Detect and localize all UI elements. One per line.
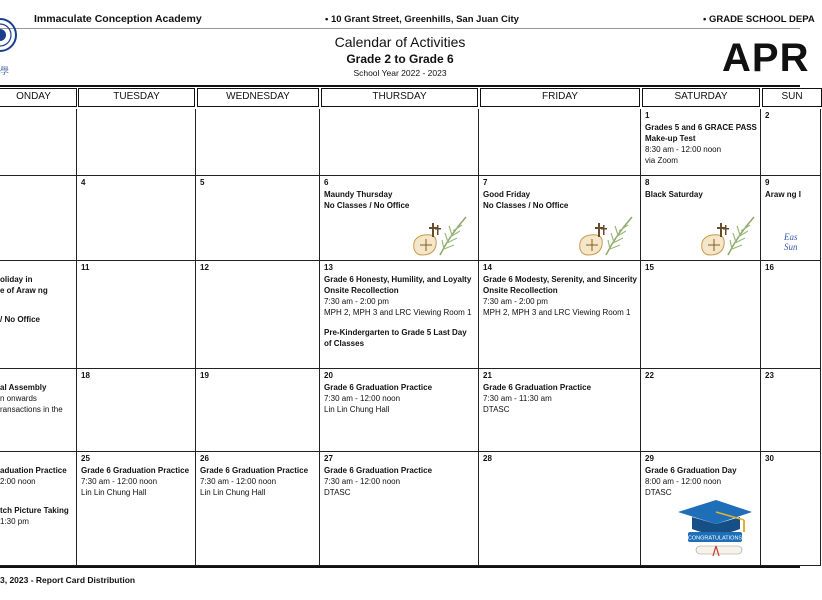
event-line: Onsite Recollection <box>324 286 399 295</box>
weekday-thursday: THURSDAY <box>321 88 478 107</box>
day-cell <box>320 369 479 452</box>
day-events <box>483 189 638 211</box>
event-line: Grade 6 Graduation Practice <box>81 466 190 475</box>
day-number: 6 <box>324 178 329 187</box>
day-cell <box>479 452 641 566</box>
day-events <box>0 465 74 527</box>
event-line: Pre-Kindergarten to Grade 5 Last Day <box>324 328 467 337</box>
day-cell <box>320 261 479 369</box>
day-cell <box>196 176 320 261</box>
grade-range: Grade 2 to Grade 6 <box>346 52 454 66</box>
day-number: 25 <box>81 454 90 463</box>
event-line: Grade 6 Graduation Practice <box>324 466 433 475</box>
day-number: 26 <box>200 454 209 463</box>
day-events <box>324 189 476 211</box>
event-line: 7:30 am - 12:00 noon <box>81 477 158 486</box>
event-line: of Classes <box>324 339 365 348</box>
day-number: 5 <box>200 178 205 187</box>
event-line: 7:30 am - 11:30 am <box>483 394 552 403</box>
day-cell <box>479 109 641 176</box>
weekday-header-row <box>0 88 803 107</box>
event-spacer <box>324 318 476 327</box>
day-cell <box>320 452 479 566</box>
day-number: 21 <box>483 371 492 380</box>
weekday-saturday: SATURDAY <box>642 88 760 107</box>
day-number: 27 <box>324 454 333 463</box>
holy-week-art-saturday <box>698 215 756 257</box>
event-line: ransactions in the <box>0 405 63 414</box>
event-line: MPH 2, MPH 3 and LRC Viewing Room 1 <box>483 308 631 317</box>
event-line: Grade 6 Graduation Practice <box>200 466 309 475</box>
day-cell <box>77 109 196 176</box>
day-events <box>81 465 193 498</box>
day-cell <box>77 176 196 261</box>
day-cell <box>641 369 761 452</box>
easter-art-line-1: Eas <box>784 232 798 242</box>
event-line: 2:00 noon <box>0 477 36 486</box>
day-number: 16 <box>765 263 774 272</box>
event-line: Araw ng I <box>765 190 802 199</box>
day-number: 1 <box>645 111 650 120</box>
day-number: 2 <box>765 111 770 120</box>
day-number: 22 <box>645 371 654 380</box>
holy-week-art-friday <box>576 215 634 257</box>
event-line: Onsite Recollection <box>483 286 558 295</box>
event-line: n onwards <box>0 394 37 403</box>
event-line: 7:30 am - 12:00 noon <box>324 477 401 486</box>
event-line: DTASC <box>645 488 672 497</box>
event-line: Lin Lin Chung Hall <box>324 405 390 414</box>
event-line: 7:30 am - 2:00 pm <box>324 297 389 306</box>
day-number: 20 <box>324 371 333 380</box>
day-events <box>0 274 74 325</box>
month-title: APR <box>722 36 810 80</box>
calendar-bottom-rule <box>0 566 800 568</box>
day-cell <box>761 369 821 452</box>
day-number: 18 <box>81 371 90 380</box>
event-spacer <box>0 487 74 496</box>
event-line: Grade 6 Graduation Practice <box>483 383 592 392</box>
event-line: 8:30 am - 12:00 noon <box>645 145 722 154</box>
footer-note: 3, 2023 - Report Card Distribution <box>0 575 136 585</box>
day-number: 9 <box>765 178 770 187</box>
easter-art-line-2: Sun <box>784 242 798 252</box>
day-cell <box>479 369 641 452</box>
school-address: • 10 Grant Street, Greenhills, San Juan City <box>325 14 519 25</box>
day-cell <box>196 109 320 176</box>
day-cell <box>641 109 761 176</box>
top-header <box>0 0 815 30</box>
day-events <box>645 122 758 166</box>
event-line: No Classes / No Office <box>324 201 410 210</box>
day-cell <box>77 369 196 452</box>
day-number: 12 <box>200 263 209 272</box>
day-events <box>483 274 638 318</box>
event-line: Lin Lin Chung Hall <box>81 488 147 497</box>
event-line: Grade 6 Graduation Practice <box>324 383 433 392</box>
day-events <box>324 465 476 498</box>
day-number: 11 <box>81 263 90 272</box>
event-line: / No Office <box>0 315 41 324</box>
day-cell <box>196 261 320 369</box>
event-line: 1:30 pm <box>0 517 29 526</box>
day-cell <box>77 452 196 566</box>
event-line: DTASC <box>483 405 510 414</box>
event-line: tch Picture Taking <box>0 506 69 515</box>
weekday-sunday: SUN <box>762 88 822 107</box>
event-line: Grade 6 Graduation Day <box>645 466 737 475</box>
day-cell <box>77 261 196 369</box>
day-cell <box>0 369 77 452</box>
event-line: Grades 5 and 6 GRACE PASS <box>645 123 757 132</box>
event-line: aduation Practice <box>0 466 67 475</box>
event-line: oliday in <box>0 275 33 284</box>
event-line: Maundy Thursday <box>324 190 393 199</box>
day-cell <box>0 261 77 369</box>
holy-week-art-thursday <box>410 215 468 257</box>
day-events <box>200 465 317 498</box>
event-line: Grade 6 Modesty, Serenity, and Sincerity <box>483 275 637 284</box>
calendar-titles <box>270 34 530 80</box>
day-cell <box>0 176 77 261</box>
event-spacer <box>0 296 74 305</box>
department-name: • GRADE SCHOOL DEPA <box>703 14 815 25</box>
event-line: Good Friday <box>483 190 531 199</box>
day-number: 30 <box>765 454 774 463</box>
day-number: 7 <box>483 178 488 187</box>
day-cell <box>320 109 479 176</box>
event-line: via Zoom <box>645 156 678 165</box>
day-events <box>324 382 476 415</box>
event-line: Grade 6 Honesty, Humility, and Loyalty <box>324 275 472 284</box>
day-number: 8 <box>645 178 650 187</box>
event-line: 7:30 am - 12:00 noon <box>324 394 401 403</box>
event-line: al Assembly <box>0 383 47 392</box>
event-line: Make-up Test <box>645 134 696 143</box>
day-events <box>324 274 476 349</box>
event-line: No Classes / No Office <box>483 201 569 210</box>
day-events <box>645 189 758 200</box>
event-spacer <box>0 305 74 314</box>
day-cell <box>641 261 761 369</box>
day-number: 28 <box>483 454 492 463</box>
day-cell <box>0 452 77 566</box>
school-seal-logo <box>0 8 18 62</box>
day-cell <box>761 452 821 566</box>
day-number: 4 <box>81 178 86 187</box>
school-year: School Year 2022 - 2023 <box>353 68 447 78</box>
event-line: e of Araw ng <box>0 286 48 295</box>
day-cell <box>479 261 641 369</box>
event-line: 8:00 am - 12:00 noon <box>645 477 722 486</box>
event-line: MPH 2, MPH 3 and LRC Viewing Room 1 <box>324 308 472 317</box>
calendar-top-rule <box>0 85 800 87</box>
day-cell <box>761 109 821 176</box>
day-number: 23 <box>765 371 774 380</box>
day-events <box>765 189 818 200</box>
header-rule <box>0 28 800 29</box>
weekday-monday: ONDAY <box>0 88 77 107</box>
event-line: Lin Lin Chung Hall <box>200 488 266 497</box>
day-number: 19 <box>200 371 209 380</box>
event-spacer <box>0 496 74 505</box>
school-name: Immaculate Conception Academy <box>34 13 202 25</box>
day-events <box>645 465 758 498</box>
seal-glyph: 學 <box>0 66 10 76</box>
easter-sunday-art <box>784 232 798 252</box>
weekday-friday: FRIDAY <box>480 88 640 107</box>
day-cell <box>196 369 320 452</box>
event-line: DTASC <box>324 488 351 497</box>
day-events <box>0 382 74 415</box>
graduation-cap-art <box>676 498 754 560</box>
event-line: 7:30 am - 12:00 noon <box>200 477 277 486</box>
day-cell <box>0 109 77 176</box>
day-cell <box>761 261 821 369</box>
graduation-banner-text: CONGRATULATIONS <box>687 535 743 542</box>
day-number: 15 <box>645 263 654 272</box>
day-number: 29 <box>645 454 654 463</box>
weekday-wednesday: WEDNESDAY <box>197 88 319 107</box>
day-events <box>483 382 638 415</box>
day-number: 13 <box>324 263 333 272</box>
event-line: Black Saturday <box>645 190 703 199</box>
calendar-title: Calendar of Activities <box>334 34 466 50</box>
event-line: 7:30 am - 2:00 pm <box>483 297 548 306</box>
day-number: 14 <box>483 263 492 272</box>
weekday-tuesday: TUESDAY <box>78 88 195 107</box>
day-cell <box>196 452 320 566</box>
